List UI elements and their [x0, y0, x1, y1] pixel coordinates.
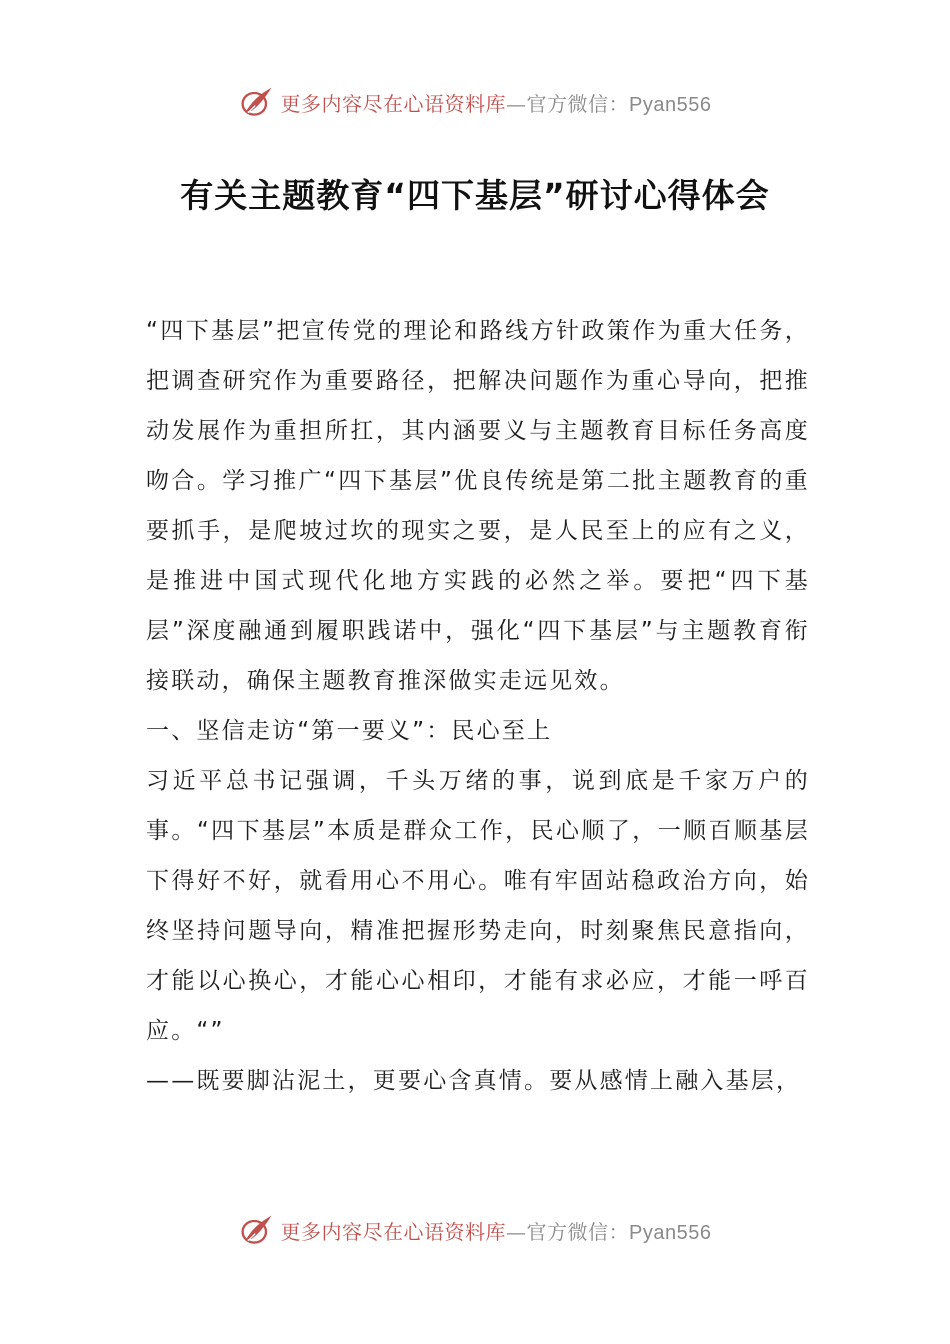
quill-pen-logo-icon: [239, 1212, 275, 1248]
document-body: [146, 306, 810, 1106]
header-watermark-site: 更多内容尽在心语资料库: [280, 91, 507, 116]
footer-watermark-banner: [0, 1210, 950, 1250]
footer-watermark-contact: 官方微信：Pyan556: [526, 1221, 712, 1244]
header-watermark-text: [281, 88, 712, 117]
footer-watermark-site: 更多内容尽在心语资料库: [280, 1219, 507, 1244]
footer-watermark-dash: —: [506, 1219, 527, 1244]
document-title: 有关主题教育“四下基层”研讨心得体会: [180, 176, 770, 215]
paragraph-intro: “四下基层”把宣传党的理论和路线方针政策作为重大任务，把调查研究作为重要路径，把解决问题作为重心导向，把推动发展作为重担所扛，其内涵要义与主题教育目标任务高度吻合。学习推广“四下基层”优良传统是第二批主题教育的重要抓手，是爬坡过坎的现实之要，是人民至上的应有之义，是推进中国式现代化地方实践的必然之举。要把“四下基层”深度融通到履职践诺中，强化“四下基层”与主题教育衔接联动，确保主题教育推深做实走远见效。: [146, 318, 810, 694]
footer-watermark-text: [281, 1216, 712, 1245]
paragraph-section-1: 习近平总书记强调，千头万绪的事，说到底是千家万户的事。“四下基层”本质是群众工作，民心顺了，一顺百顺基层下得好不好，就看用心不用心。唯有牢固站稳政治方向，始终坚持问题导向，精准把握形势走向，时刻聚焦民意指向，才能以心换心，才能心心相印，才能有求必应，才能一呼百应。“”: [146, 768, 810, 1044]
paragraph-continued: ——既要脚沾泥土，更要心含真情。要从感情上融入基层，: [146, 1068, 802, 1094]
header-watermark-contact: 官方微信：Pyan556: [526, 93, 712, 116]
header-watermark-banner: [0, 82, 950, 122]
section-heading-1: 一、坚信走访“第一要义”：民心至上: [146, 718, 553, 744]
header-watermark-dash: —: [506, 91, 527, 116]
quill-pen-logo-icon: [239, 84, 275, 120]
